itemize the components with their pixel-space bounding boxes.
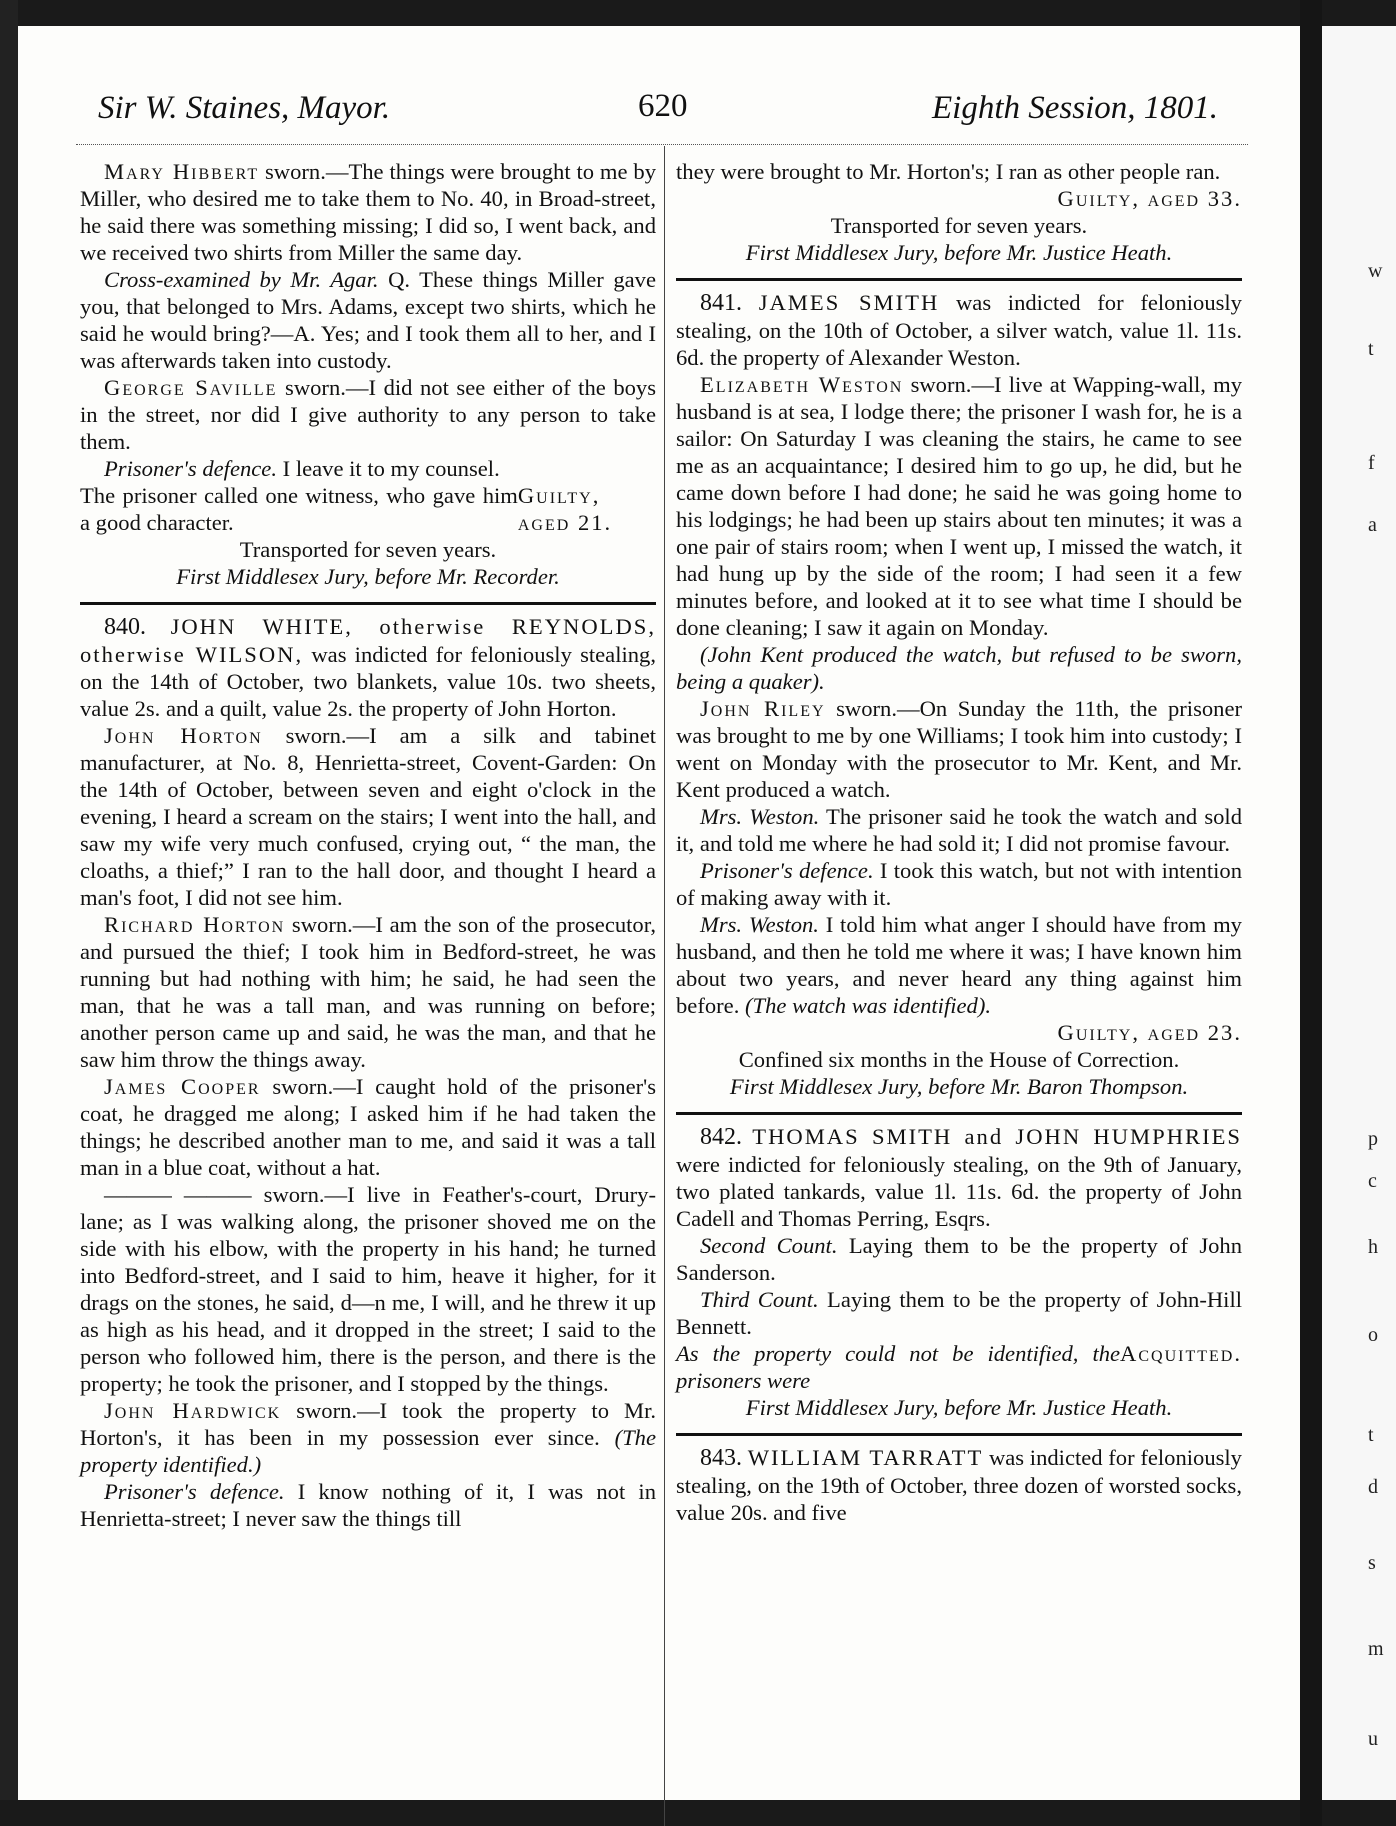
court-note: (The watch was identified). xyxy=(745,993,992,1018)
scan-border-top xyxy=(0,0,1396,26)
indictment-text: was indicted for feloniously stealing, on the 10th of October, a silver watch, value 1l. 11s. 6d. the property of Alexander Weston. xyxy=(676,290,1242,370)
speaker-label: Cross-examined by Mr. Agar. xyxy=(104,267,379,292)
count-label: Third Count. xyxy=(700,1287,819,1312)
jury-line: First Middlesex Jury, before Mr. Justice Heath. xyxy=(745,1395,1173,1420)
case-number: 840. xyxy=(104,614,146,640)
testimony-text: sworn.—I took the property to Mr. Horton's, it has been in my possession ever since. xyxy=(80,1398,656,1450)
speaker-label: Prisoner's defence. xyxy=(700,858,874,883)
court-note: (John Kent produced the watch, but refused to be sworn, being a quaker). xyxy=(676,642,1242,694)
speaker-label: Mrs. Weston. xyxy=(700,912,819,937)
adjacent-page-fragment: a xyxy=(1368,514,1377,536)
adjacent-page-edge xyxy=(1322,26,1396,1800)
testimony-text: they were brought to Mr. Horton's; I ran as other people ran. xyxy=(676,159,1221,184)
testimony-paragraph xyxy=(676,1232,1242,1286)
document-page xyxy=(18,26,1300,1800)
speaker-label: Prisoner's defence. xyxy=(104,1479,285,1504)
testimony-paragraph xyxy=(80,374,656,455)
case-number: 842. xyxy=(700,1124,742,1150)
testimony-text: sworn.—I am the son of the prosecutor, and pursued the thief; I took him in Bedford-street, he was running but had nothing with him; he said, he had seen the man, that he was a tall man, and was running on before; another person came up and said, he was the man, and that he saw him throw the things away. xyxy=(80,912,656,1072)
jury-line: First Middlesex Jury, before Mr. Baron Thompson. xyxy=(729,1074,1189,1099)
adjacent-page-fragment: s xyxy=(1368,1552,1376,1574)
running-head xyxy=(78,84,1238,134)
header-session: Eighth Session, 1801. xyxy=(932,90,1218,126)
adjacent-page-fragment: c xyxy=(1368,1170,1377,1192)
verdict: Guilty, aged 21. xyxy=(517,483,613,535)
testimony-paragraph xyxy=(80,455,656,482)
testimony-text: sworn.—I am a silk and tabinet manufacturer, at No. 8, Henrietta-street, Covent-Garden: On the 14th of October, between seven and eight o'clock in the evening, I heard a scream on the stairs; I went into the hall, and saw my wife very much confused, crying out, “ the man, the cloaths, a thief;” I ran to the hall door, and thought I heard a man's foot, I did not see him. xyxy=(80,723,656,910)
sentence: Transported for seven years. xyxy=(830,213,1088,238)
witness-name: ——— ——— xyxy=(104,1182,252,1207)
scan-border-left xyxy=(0,0,18,1826)
witness-name: John Hardwick xyxy=(104,1398,282,1423)
case-heading xyxy=(676,1444,1242,1526)
indictment-text: were indicted for feloniously stealing, on the 9th of January, two plated tankards, value 1l. 11s. 6d. the property of John Cadell and Thomas Perring, Esqrs. xyxy=(676,1152,1242,1231)
testimony-text: sworn.—I did not see either of the boys in the street, nor did I give authority to any person to take them. xyxy=(80,375,656,454)
testimony-paragraph xyxy=(676,1286,1242,1340)
witness-name: James Cooper xyxy=(104,1074,261,1099)
witness-name: Elizabeth Weston xyxy=(700,372,904,397)
adjacent-page-fragment: m xyxy=(1368,1638,1384,1660)
testimony-paragraph xyxy=(80,911,656,1073)
count-label: Second Count. xyxy=(700,1233,838,1258)
indictment-text: was indicted for feloniously stealing, on the 14th of October, two blankets, value 10s. two sheets, value 2s. and a quilt, value 2s. the property of John Horton. xyxy=(80,642,656,721)
defendant-names: WILLIAM TARRATT xyxy=(747,1445,984,1470)
jury-line: First Middlesex Jury, before Mr. Justice Heath. xyxy=(745,240,1173,265)
jury-line: First Middlesex Jury, before Mr. Recorder. xyxy=(176,564,560,589)
sentence: Confined six months in the House of Correction. xyxy=(738,1047,1180,1072)
right-column xyxy=(676,158,1242,1526)
court-note: As the property could not be identified, the prisoners were xyxy=(676,1341,1121,1393)
testimony-paragraph xyxy=(80,1181,656,1397)
acquittal-line xyxy=(676,1340,1242,1394)
scan-border-bottom xyxy=(0,1800,1396,1826)
adjacent-page-fragment: w xyxy=(1368,260,1383,282)
testimony-text: The prisoner said he took the watch and sold it, and told me where he had sold it; I did not promise favour. xyxy=(676,804,1242,856)
speaker-label: Mrs. Weston. xyxy=(700,804,820,829)
testimony-paragraph xyxy=(80,158,656,266)
testimony-paragraph xyxy=(80,1478,656,1532)
testimony-paragraph xyxy=(80,722,656,911)
witness-name: George Saville xyxy=(104,375,278,400)
defendant-names: THOMAS SMITH and JOHN HUMPHRIES xyxy=(752,1124,1242,1149)
testimony-paragraph xyxy=(676,857,1242,911)
case-heading xyxy=(676,289,1242,371)
testimony-text: Q. These things Miller gave you, that belonged to Mrs. Adams, except two shirts, which he said he would bring?—A. Yes; and I took them all to her, and I was afterwards taken into custody. xyxy=(80,267,656,373)
adjacent-page-fragment: t xyxy=(1368,338,1374,360)
adjacent-page-fragment: o xyxy=(1368,1324,1378,1346)
testimony-paragraph xyxy=(676,158,1242,185)
testimony-text: sworn.—The things were brought to me by Miller, who desired me to take them to No. 40, in Broad-street, he said there was something missing; I did so, I went back, and we received two shirts from Miller the same day. xyxy=(80,159,656,265)
testimony-text: sworn.—I live in Feather's-court, Drury-lane; as I was walking along, the prisoner shoved me on the side with his elbow, with the property in his hand; he turned into Bedford-street, and I said to him, heave it higher, for it drags on the stones, he said, d—n me, I will, and he threw it up as high as his head, and it dropped in the street; I said to the person who followed him, there is the person, and there is the property; he took the prisoner, and I stopped by the things. xyxy=(80,1182,656,1396)
sentence: Transported for seven years. xyxy=(239,537,497,562)
verdict: Acquitted. xyxy=(1120,1341,1242,1366)
testimony-paragraph xyxy=(80,1073,656,1181)
testimony-text: sworn.—I live at Wapping-wall, my husband is at sea, I lodge there; the prisoner I wash for, he is a sailor: On Saturday I was cleaning the stairs, he came to see me as an acquaintance; I desired him to go up, he did, but he came down before I had done; he said he was going home to his lodgings; he had been up stairs about ten minutes; it was a one pair of stairs room; when I went up, I missed the watch, it had hung up by the side of the room; I had seen it a few minutes before, and looked at it to see what time I should be done cleaning; I saw it again on Monday. xyxy=(676,372,1242,640)
testimony-text: Laying them to be the property of John Sanderson. xyxy=(676,1233,1243,1285)
testimony-text: sworn.—On Sunday the 11th, the prisoner was brought to me by one Williams; I took him into custody; I went on Monday with the prosecutor to Mr. Kent, and Mr. Kent produced a watch. xyxy=(676,696,1243,802)
witness-name: John Riley xyxy=(700,696,826,721)
testimony-paragraph xyxy=(676,911,1242,1019)
case-separator xyxy=(676,1112,1242,1115)
testimony-paragraph xyxy=(80,266,656,374)
adjacent-page-fragment: h xyxy=(1368,1236,1378,1258)
testimony-text: I took this watch, but not with intention of making away with it. xyxy=(676,858,1242,910)
witness-name: Mary Hibbert xyxy=(104,159,260,184)
case-heading xyxy=(676,1123,1242,1232)
column-divider xyxy=(664,146,665,1826)
adjacent-page-fragment: t xyxy=(1368,1424,1374,1446)
testimony-text: Laying them to be the property of John-Hill Bennett. xyxy=(676,1287,1242,1339)
speaker-label: Prisoner's defence. xyxy=(104,456,277,481)
witness-name: Richard Horton xyxy=(104,912,286,937)
testimony-text: The prisoner called one witness, who gave him a good character. xyxy=(80,483,518,535)
case-separator xyxy=(80,602,656,605)
indictment-text: was indicted for feloniously stealing, on the 19th of October, three dozen of worsted socks, value 20s. and five xyxy=(676,1445,1242,1525)
testimony-paragraph xyxy=(80,1397,656,1478)
adjacent-page-fragment: d xyxy=(1368,1476,1378,1498)
header-mayor: Sir W. Staines, Mayor. xyxy=(98,90,391,126)
header-rule xyxy=(76,144,1248,145)
adjacent-page-fragment: u xyxy=(1368,1728,1378,1750)
case-number: 843. xyxy=(700,1445,742,1471)
character-witness-line xyxy=(80,482,656,536)
verdict: Guilty, aged 33. xyxy=(1057,186,1242,211)
page-gutter xyxy=(1300,0,1322,1826)
page-number: 620 xyxy=(638,88,688,124)
case-separator xyxy=(676,278,1242,281)
adjacent-page-fragment: p xyxy=(1368,1128,1378,1150)
testimony-paragraph xyxy=(676,803,1242,857)
left-column xyxy=(80,158,656,1532)
case-heading xyxy=(80,613,656,722)
testimony-paragraph xyxy=(676,695,1242,803)
witness-name: John Horton xyxy=(104,723,263,748)
defendant-names: JAMES SMITH xyxy=(758,290,940,315)
court-note: (The property identified.) xyxy=(80,1425,656,1477)
testimony-text: I told him what anger I should have from my husband, and then he told me where it was; I have known him about two years, and never heard any thing against him before. xyxy=(676,912,1242,1018)
testimony-text: I leave it to my counsel. xyxy=(282,456,500,481)
case-separator xyxy=(676,1433,1242,1436)
verdict: Guilty, aged 23. xyxy=(1057,1020,1242,1045)
adjacent-page-fragment: f xyxy=(1368,452,1375,474)
defendant-names: JOHN WHITE, otherwise REYNOLDS, otherwise WILSON, xyxy=(80,614,656,667)
testimony-text: I know nothing of it, I was not in Henrietta-street; I never saw the things till xyxy=(80,1479,657,1531)
testimony-text: sworn.—I caught hold of the prisoner's coat, he dragged me along; I asked him if he had taken the things; he described another man to me, and said it was a tall man in a blue coat, without a hat. xyxy=(80,1074,657,1180)
case-number: 841. xyxy=(700,290,742,316)
testimony-paragraph xyxy=(676,371,1242,641)
